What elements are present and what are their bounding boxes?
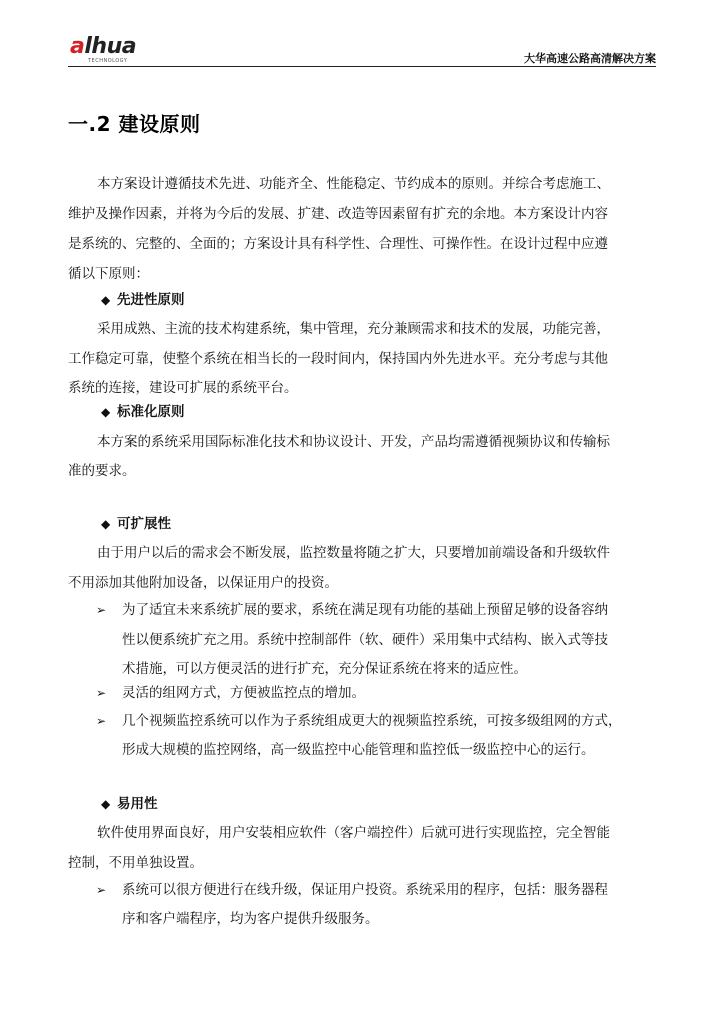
section-heading: 一.2 建设原则: [68, 112, 201, 136]
principle-title: 先进性原则: [117, 292, 185, 308]
standard-line-2: 准的要求。: [68, 463, 136, 479]
scalable-line-2: 不用添加其他附加设备，以保证用户的投资。: [68, 575, 338, 591]
scalable-item-1-line-2: 性以便系统扩充之用。系统中控制部件（软、硬件）采用集中式结构、嵌入式等技: [122, 632, 608, 648]
usability-item-1: [96, 880, 608, 900]
diamond-bullet-icon: ◆: [101, 293, 111, 307]
arrow-bullet-icon: ➢: [96, 883, 107, 897]
arrow-bullet-icon: ➢: [96, 714, 107, 728]
usability-line-1: 软件使用界面良好，用户安装相应软件（客户端控件）后就可进行实现监控，完全智能: [97, 825, 610, 841]
arrow-bullet-icon: ➢: [96, 686, 107, 700]
list-item-text: 灵活的组网方式，方便被监控点的增加。: [122, 685, 365, 701]
scalable-item-1: [96, 600, 608, 620]
intro-line-1: 本方案设计遵循技术先进、功能齐全、性能稳定、节约成本的原则。并综合考虑施工、: [97, 176, 610, 192]
logo-letter-a: a: [70, 34, 85, 59]
list-item-text: 几个视频监控系统可以作为子系统组成更大的视频监控系统，可按多级组网的方式，: [122, 713, 622, 729]
arrow-bullet-icon: ➢: [96, 603, 107, 617]
principle-heading-advanced: [101, 290, 185, 310]
principle-title: 标准化原则: [117, 404, 185, 420]
advanced-line-3: 系统的连接，建设可扩展的系统平台。: [68, 380, 298, 396]
advanced-line-1: 采用成熟、主流的技术构建系统，集中管理，充分兼顾需求和技术的发展，功能完善，: [97, 321, 610, 337]
dahua-logo: [70, 36, 146, 64]
usability-item-1-line-2: 序和客户端程序，均为客户提供升级服务。: [122, 911, 379, 927]
scalable-item-3-line-2: 形成大规模的监控网络，高一级监控中心能管理和监控低一级监控中心的运行。: [122, 742, 595, 758]
intro-line-4: 循以下原则：: [68, 266, 149, 282]
principle-heading-usability: [101, 794, 158, 814]
list-item-text: 为了适宜未来系统扩展的要求，系统在满足现有功能的基础上预留足够的设备容纳: [122, 602, 608, 618]
usability-line-2: 控制，不用单独设置。: [68, 855, 203, 871]
document-header-title: 大华高速公路高清解决方案: [524, 52, 656, 65]
principle-title: 可扩展性: [117, 516, 171, 532]
logo-tagline: TECHNOLOGY: [88, 58, 128, 64]
scalable-line-1: 由于用户以后的需求会不断发展，监控数量将随之扩大，只要增加前端设备和升级软件: [97, 545, 610, 561]
principle-title: 易用性: [117, 796, 158, 812]
standard-line-1: 本方案的系统采用国际标准化技术和协议设计、开发，产品均需遵循视频协议和传输标: [97, 434, 610, 450]
intro-line-2: 维护及操作因素，并将为今后的发展、扩建、改造等因素留有扩充的余地。本方案设计内容: [68, 206, 608, 222]
scalable-item-3: [96, 711, 622, 731]
logo-letters: lhua: [84, 34, 137, 59]
intro-line-3: 是系统的、完整的、全面的；方案设计具有科学性、合理性、可操作性。在设计过程中应遵: [68, 236, 608, 252]
principle-heading-standard: [101, 402, 185, 422]
header-divider: [68, 66, 656, 67]
scalable-item-2: [96, 683, 365, 703]
diamond-bullet-icon: ◆: [101, 517, 111, 531]
diamond-bullet-icon: ◆: [101, 797, 111, 811]
advanced-line-2: 工作稳定可靠，使整个系统在相当长的一段时间内，保持国内外先进水平。充分考虑与其他: [68, 351, 608, 367]
scalable-item-1-line-3: 术措施，可以方便灵活的进行扩充，充分保证系统在将来的适应性。: [122, 661, 527, 677]
diamond-bullet-icon: ◆: [101, 405, 111, 419]
principle-heading-scalable: [101, 514, 171, 534]
list-item-text: 系统可以很方便进行在线升级，保证用户投资。系统采用的程序，包括：服务器程: [122, 882, 608, 898]
logo-wordmark: [70, 36, 146, 58]
